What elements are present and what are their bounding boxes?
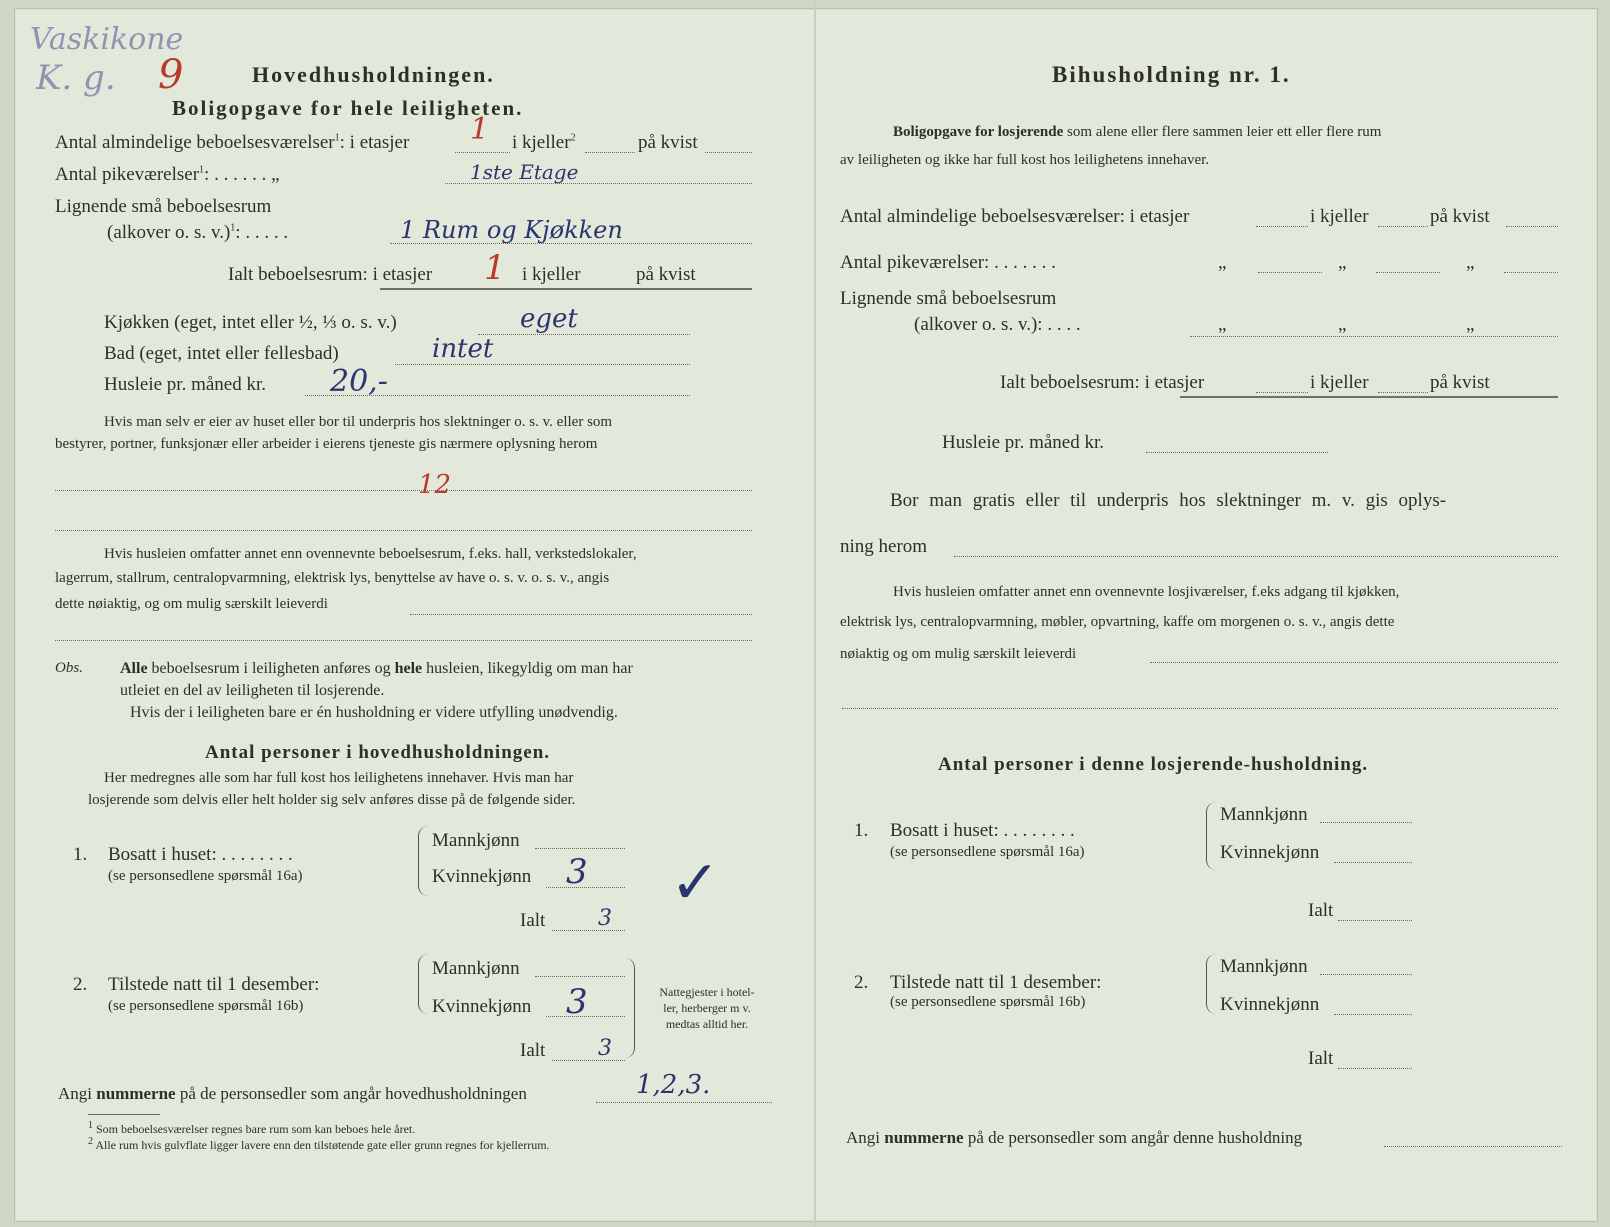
left-omf-answer-line[interactable] xyxy=(410,614,752,615)
footnote-rule xyxy=(88,1114,160,1115)
right-intro-line2: av leiligheten og ikke har full kost hos leilighetens innehaver. xyxy=(840,152,1210,168)
left-row1-kjeller: i kjeller$^2$ xyxy=(512,132,576,153)
right-q2-num: 2. xyxy=(854,972,869,993)
right-q2-mann-line[interactable] xyxy=(1320,974,1412,975)
right-gratis-line1: Bor man gratis eller til underpris hos slektninger m. v. gis oplys- xyxy=(890,490,1447,511)
right-ialt-kvist: på kvist xyxy=(1430,372,1490,393)
hw-ialt-etasjer: 1 xyxy=(484,248,506,288)
right-row1-kvist-line[interactable] xyxy=(1506,226,1558,227)
right-row2-quote-1: „ xyxy=(1218,252,1227,273)
right-row1-etasjer-line[interactable] xyxy=(1256,226,1308,227)
right-ialt-underline xyxy=(1180,396,1558,398)
left-q2-num: 2. xyxy=(73,974,88,995)
obs-line3: Hvis der i leiligheten bare er én husholdning er videre utfylling unødvendig. xyxy=(130,704,618,721)
left-q2-brace xyxy=(418,954,429,1014)
left-eier-line2: bestyrer, portner, funksjonær eller arbeider i eierens tjeneste gis nærmere oplysning herom xyxy=(55,436,598,452)
left-eier-line1: Hvis man selv er eier av huset eller bor til underpris hos slektninger o. s. v. eller som xyxy=(104,414,613,430)
left-q1-brace xyxy=(418,826,429,896)
left-antal-title: Antal personer i hovedhusholdningen. xyxy=(205,742,551,763)
right-q2-ialt: Ialt xyxy=(1308,1048,1334,1069)
handwritten-place: Vaskikone xyxy=(30,22,184,57)
right-ialt-etasjer-line[interactable] xyxy=(1256,392,1308,393)
left-q1-mann: Mannkjønn xyxy=(432,830,520,851)
right-row1-label: Antal almindelige beboelsesværelser: i etasjer xyxy=(840,206,1190,227)
left-q2-ialt-line[interactable] xyxy=(552,1060,625,1061)
left-title: Hovedhusholdningen. xyxy=(252,62,495,87)
left-q1-sub: (se personsedlene spørsmål 16a) xyxy=(108,868,303,884)
right-q1-sub: (se personsedlene spørsmål 16a) xyxy=(890,844,1085,860)
left-row1-etasjer-line[interactable] xyxy=(455,152,510,153)
hw-husleie: 20,- xyxy=(330,364,388,399)
right-q1-mann-line[interactable] xyxy=(1320,822,1412,823)
left-q1-label: Bosatt i huset: . . . . . . . . xyxy=(108,844,293,865)
left-q2-brace-right xyxy=(624,958,635,1058)
left-q2-kvinne: Kvinnekjønn xyxy=(432,996,532,1017)
left-nattegjester-note: Nattegjester i hotel- ler, herberger m v. medtas alltid her. xyxy=(659,985,755,1031)
left-q2-mann: Mannkjønn xyxy=(432,958,520,979)
right-q2-kvinne-line[interactable] xyxy=(1334,1014,1412,1015)
left-omf-line2: lagerrum, stallrum, centralopvarmning, elektrisk lys, benyttelse av have o. s. v. o. s. v., angis xyxy=(55,570,610,586)
right-row2-line-1[interactable] xyxy=(1258,272,1322,273)
right-gratis-line2: ning herom xyxy=(840,536,928,557)
left-ialt-kjeller: i kjeller xyxy=(522,264,581,285)
left-antal-line2: losjerende som delvis eller helt holder sig selv anføres disse på de følgende sider. xyxy=(88,792,576,808)
left-q1-num: 1. xyxy=(73,844,88,865)
left-ialt-underline xyxy=(380,288,752,290)
left-eier-answer-line-2[interactable] xyxy=(55,530,752,531)
right-row3-quote-2: „ xyxy=(1338,314,1347,335)
obs-line2: utleiet en del av leiligheten til losjerende. xyxy=(120,682,385,699)
right-row2-quote-2: „ xyxy=(1338,252,1347,273)
right-omf-answer-line[interactable] xyxy=(1150,662,1558,663)
left-row1-label: Antal almindelige beboelsesværelser$^1$: i etasjer xyxy=(55,132,410,153)
left-q2-mann-line[interactable] xyxy=(535,976,625,977)
hw-etasjer: 1 xyxy=(470,112,490,147)
right-omf-line1: Hvis husleien omfatter annet enn ovennevnte losjiværelser, f.eks adgang til kjøkken, xyxy=(893,584,1400,600)
hw-q1-kvinne: 3 xyxy=(566,852,588,892)
hw-q2-ialt: 3 xyxy=(598,1036,612,1061)
right-q2-kvinne: Kvinnekjønn xyxy=(1220,994,1320,1015)
left-q2-sub: (se personsedlene spørsmål 16b) xyxy=(108,998,304,1014)
right-angi-label: Angi nummerne på de personsedler som angår denne husholdning xyxy=(846,1128,1303,1147)
hw-kjokken: eget xyxy=(520,304,578,334)
hw-bad: intet xyxy=(432,334,494,364)
right-row1-kjeller-line[interactable] xyxy=(1378,226,1428,227)
left-bad-label: Bad (eget, intet eller fellesbad) xyxy=(104,343,339,364)
left-row1-kvist: på kvist xyxy=(638,132,698,153)
obs-line1: Alle beboelsesrum i leiligheten anføres og hele husleien, likegyldig om man har xyxy=(120,660,633,677)
left-row3-sub: (alkover o. s. v.)$^1$: . . . . . xyxy=(107,222,289,243)
right-ialt-label: Ialt beboelsesrum: i etasjer xyxy=(1000,372,1205,393)
left-q1-kvinne: Kvinnekjønn xyxy=(432,866,532,887)
right-ialt-kjeller: i kjeller xyxy=(1310,372,1369,393)
right-q2-sub: (se personsedlene spørsmål 16b) xyxy=(890,994,1086,1010)
left-kjokken-line[interactable] xyxy=(478,334,690,335)
right-title: Bihusholdning nr. 1. xyxy=(1052,62,1291,87)
right-q1-ialt-line[interactable] xyxy=(1338,920,1412,921)
right-row3-line[interactable] xyxy=(1190,336,1558,337)
left-q2-label: Tilstede natt til 1 desember: xyxy=(108,974,320,995)
left-omf-line3: dette nøiaktig, og om mulig særskilt leieverdi xyxy=(55,596,328,612)
right-omf-line2: elektrisk lys, centralopvarmning, møbler, opvartning, kaffe om morgenen o. s. v., angis dette xyxy=(840,614,1395,630)
footnote-1: $^1$ Som beboelsesværelser regnes bare rum som kan beboes hele året. xyxy=(88,1120,416,1136)
hw-lignende: 1 Rum og Kjøkken xyxy=(400,216,623,244)
hw-pikevaerelser: 1ste Etage xyxy=(470,160,579,184)
right-row3-quote-3: „ xyxy=(1466,314,1475,335)
left-husleie-label: Husleie pr. måned kr. xyxy=(104,374,266,395)
right-q2-ialt-line[interactable] xyxy=(1338,1068,1412,1069)
right-husleie-line[interactable] xyxy=(1146,452,1328,453)
left-row1-kjeller-line[interactable] xyxy=(585,152,635,153)
left-ialt-kvist: på kvist xyxy=(636,264,696,285)
right-row1-kjeller: i kjeller xyxy=(1310,206,1369,227)
right-q1-num: 1. xyxy=(854,820,869,841)
right-q1-mann: Mannkjønn xyxy=(1220,804,1308,825)
left-angi-line[interactable] xyxy=(596,1102,772,1103)
right-omf-answer-line-2[interactable] xyxy=(842,708,1558,709)
left-row3-label: Lignende små beboelsesrum xyxy=(55,196,272,217)
right-q1-brace xyxy=(1206,802,1217,870)
right-husleie-label: Husleie pr. måned kr. xyxy=(942,432,1104,453)
right-q2-mann: Mannkjønn xyxy=(1220,956,1308,977)
left-q1-ialt: Ialt xyxy=(520,910,546,931)
hw-q1-ialt: 3 xyxy=(598,906,612,931)
footnote-2: $^2$ Alle rum hvis gulvflate ligger lavere enn den tilstøtende gate eller grunn regnes for kjellerrum. xyxy=(88,1136,550,1152)
right-intro-line1: Boligopgave for losjerende som alene eller flere sammen leier ett eller flere rum xyxy=(893,124,1382,140)
right-row3-label: Lignende små beboelsesrum xyxy=(840,288,1057,309)
left-eier-answer-line-1[interactable] xyxy=(55,490,752,491)
right-row3-quote-1: „ xyxy=(1218,314,1227,335)
left-q1-mann-line[interactable] xyxy=(535,848,625,849)
page-fold xyxy=(814,0,816,1227)
hw-checkmark: ✓ xyxy=(670,848,721,918)
left-subtitle: Boligopgave for hele leiligheten. xyxy=(172,96,524,120)
right-q2-label: Tilstede natt til 1 desember: xyxy=(890,972,1102,993)
handwritten-number: 9 xyxy=(158,52,184,98)
hw-nummerne: 1,2,3. xyxy=(636,1070,711,1100)
hw-q2-kvinne: 3 xyxy=(566,982,588,1022)
left-bad-line[interactable] xyxy=(395,364,690,365)
left-row2-label: Antal pikeværelser$^1$: . . . . . . „ xyxy=(55,164,280,185)
right-row2-line-3[interactable] xyxy=(1504,272,1558,273)
right-ialt-kjeller-line[interactable] xyxy=(1378,392,1428,393)
right-row2-line-2[interactable] xyxy=(1376,272,1440,273)
right-antal-title: Antal personer i denne losjerende-husholdning. xyxy=(938,754,1369,775)
left-row1-kvist-line[interactable] xyxy=(705,152,752,153)
left-antal-line1: Her medregnes alle som har full kost hos leilighetens innehaver. Hvis man har xyxy=(104,770,574,786)
handwritten-code: K. g. xyxy=(36,58,116,98)
hw-note-12: 12 xyxy=(418,470,452,500)
right-gratis-line[interactable] xyxy=(954,556,1558,557)
right-q2-brace xyxy=(1206,954,1217,1014)
right-row3-sub: (alkover o. s. v.): . . . . xyxy=(914,314,1081,335)
right-row2-label: Antal pikeværelser: . . . . . . . xyxy=(840,252,1056,273)
right-omf-line3: nøiaktig og om mulig særskilt leieverdi xyxy=(840,646,1077,662)
left-kjokken-label: Kjøkken (eget, intet eller ½, ⅓ o. s. v.) xyxy=(104,312,397,333)
right-q1-label: Bosatt i huset: . . . . . . . . xyxy=(890,820,1075,841)
left-omf-line1: Hvis husleien omfatter annet enn ovennevnte beboelsesrum, f.eks. hall, verkstedslokaler, xyxy=(104,546,637,562)
right-q1-kvinne: Kvinnekjønn xyxy=(1220,842,1320,863)
left-q2-ialt: Ialt xyxy=(520,1040,546,1061)
right-row1-kvist: på kvist xyxy=(1430,206,1490,227)
right-q1-ialt: Ialt xyxy=(1308,900,1334,921)
left-omf-answer-line-2[interactable] xyxy=(55,640,752,641)
right-q1-kvinne-line[interactable] xyxy=(1334,862,1412,863)
right-row2-quote-3: „ xyxy=(1466,252,1475,273)
left-angi-label: Angi nummerne på de personsedler som angår hovedhusholdningen xyxy=(58,1084,527,1103)
left-q1-ialt-line[interactable] xyxy=(552,930,625,931)
left-ialt-label: Ialt beboelsesrum: i etasjer xyxy=(228,264,433,285)
right-angi-line[interactable] xyxy=(1384,1146,1562,1147)
obs-label: Obs. xyxy=(55,660,83,676)
